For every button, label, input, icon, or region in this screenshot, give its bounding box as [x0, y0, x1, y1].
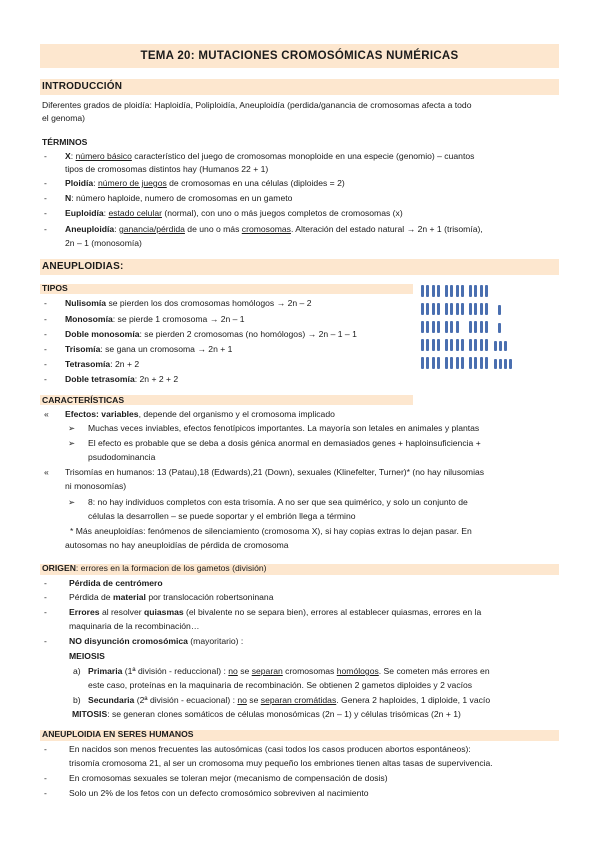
karyo-row-doble-monosomia [421, 321, 501, 333]
tipo-doble-monosomia: Doble monosomía: se pierden 2 cromosomas (no homólogos) → 2n – 1 – 1 [65, 329, 357, 339]
tipo-trisomia: Trisomía: se gana un cromosoma → 2n + 1 [65, 344, 233, 354]
trisomia-sub-1-cont: células la desarrollen – se puede soportar y el embrión llega a término [88, 511, 356, 521]
bullet-guillemet: « [44, 409, 49, 419]
meiosis-heading: MEIOSIS [69, 651, 105, 661]
intro-text-2: el genoma) [42, 113, 85, 123]
efecto-sub-2: El efecto es probable que se deba a dosis génica anormal en demasiados genes + haploinsuficiencia + [88, 438, 481, 448]
bullet-dash: - [44, 151, 47, 161]
origen-item-4: NO disyunción cromosómica (mayoritario) : [69, 636, 244, 646]
bullet-dash: - [44, 193, 47, 203]
term-x-cont: tipos de cromosomas distintos hay (Humanos 22 + 1) [65, 164, 269, 174]
mitosis-line: MITOSIS: se generan clones somáticos de células monosómicas (2n – 1) y células trisómicas (2n + 1) [72, 709, 461, 719]
caract-efectos: Efectos: variables, depende del organismo y el cromosoma implicado [65, 409, 335, 419]
tipo-nulisomia: Nulisomía se pierden los dos cromosomas homólogos → 2n – 2 [65, 298, 312, 308]
bullet-dash: - [44, 788, 47, 798]
intro-heading: INTRODUCCIÓN [42, 81, 123, 92]
term-ploidia: Ploidía: número de juegos de cromosomas en una células (diploides = 2) [65, 178, 345, 188]
arrow-bullet-icon: ➢ [68, 423, 76, 433]
note-line-2: autosomas no hay aneuploidías de pérdida de cromosoma [65, 540, 289, 550]
origen-item-2: Pérdida de material por translocación robertsoninana [69, 592, 274, 602]
origen-item-3: Errores al resolver quiasmas (el bivalente no se separa bien), errores al establecer quiasmas, errores en la [69, 607, 482, 617]
meiosis-secundaria: Secundaria (2ª división - ecuacional) : no se separan cromátidas. Genera 2 haploides, 1 diploide, 1 vacío [88, 695, 491, 705]
humanos-heading: ANEUPLOIDIA EN SERES HUMANOS [42, 729, 194, 739]
term-n: N: número haploide, numero de cromosomas en un gameto [65, 193, 293, 203]
chromosome-karyotype-icon [421, 284, 527, 378]
aneuploidias-heading: ANEUPLOIDIAS: [42, 261, 124, 272]
caract-trisomias-cont: ni monosomías) [65, 481, 127, 491]
origen-heading: ORIGEN: errores en la formacion de los gametos (división) [42, 563, 267, 573]
humanos-item-2: En cromosomas sexuales se toleran mejor (mecanismo de compensación de dosis) [69, 773, 388, 783]
intro-text-1: Diferentes grados de ploidía: Haploidía, Poliploidía, Aneuploidía (perdida/ganancia de cromosomas afecta a todo [42, 100, 472, 110]
bullet-dash: - [44, 607, 47, 617]
tipo-monosomia: Monosomía: se pierde 1 cromosoma → 2n – 1 [65, 314, 245, 324]
karyotype-svg [421, 284, 527, 378]
origen-item-1: Pérdida de centrómero [69, 578, 163, 588]
tipo-tetrasomia: Tetrasomía: 2n + 2 [65, 359, 140, 369]
humanos-item-1: En nacidos son menos frecuentes las autosómicas (casi todos los casos producen abortos espontáneos): [69, 744, 471, 754]
bullet-dash: - [44, 359, 47, 369]
efecto-sub-1: Muchas veces inviables, efectos fenotípicos importantes. La mayoría son letales en animales y plantas [88, 423, 480, 433]
bullet-dash: - [44, 344, 47, 354]
bullet-dash: - [44, 298, 47, 308]
bullet-dash: - [44, 329, 47, 339]
caract-trisomias: Trisomías en humanos: 13 (Patau),18 (Edwards),21 (Down), sexuales (Klinefelter, Turner)* (no hay nilusomias [65, 467, 485, 477]
karyo-row-nulisomia [421, 285, 488, 297]
meiosis-b-label: b) [73, 695, 81, 705]
tipos-band [40, 284, 413, 294]
bullet-dash: - [44, 773, 47, 783]
terminos-heading: TÉRMINOS [42, 137, 88, 147]
bullet-dash: - [44, 744, 47, 754]
karyo-row-tetrasomia [421, 357, 512, 369]
bullet-dash: - [44, 178, 47, 188]
humanos-item-3: Solo un 2% de los fetos con un defecto cromosómico sobreviven al nacimiento [69, 788, 369, 798]
tipos-heading: TIPOS [42, 283, 68, 293]
efecto-sub-2-cont: psudodominancia [88, 452, 156, 462]
karyo-row-monosomia [421, 303, 501, 315]
intro-heading-band [40, 79, 559, 95]
note-line-1: * Más aneuploidías: fenómenos de silenciamiento (cromosoma X), si hay copias extras lo dejan pasar. En [70, 526, 472, 536]
meiosis-a-label: a) [73, 666, 81, 676]
trisomia-sub-1: 8: no hay individuos completos con esta trisomía. A no ser que sea quimérico, y solo un conjunto de [88, 497, 468, 507]
term-aneuploidia: Aneuploidía: ganancia/pérdida de uno o más cromosomas. Alteración del estado natural → 2n + 1 (trisomía), [65, 224, 483, 234]
meiosis-primaria-cont: este caso, proteínas en la maquinaria de recombinación. Se obtienen 2 gametos diploides y 2 vacíos [88, 680, 473, 690]
bullet-dash: - [44, 636, 47, 646]
bullet-dash: - [44, 208, 47, 218]
bullet-dash: - [44, 578, 47, 588]
karyo-row-trisomia [421, 339, 507, 351]
bullet-dash: - [44, 592, 47, 602]
meiosis-primaria: Primaria (1ª división - reduccional) : no se separan cromosomas homólogos. Se cometen más errores en [88, 666, 490, 676]
tipo-doble-tetrasomia: Doble tetrasomía: 2n + 2 + 2 [65, 374, 179, 384]
bullet-dash: - [44, 374, 47, 384]
title-band [40, 44, 559, 68]
term-aneuploidia-cont: 2n – 1 (monosomía) [65, 238, 142, 248]
arrow-bullet-icon: ➢ [68, 438, 76, 448]
arrow-bullet-icon: ➢ [68, 497, 76, 507]
aneuploidias-heading-band [40, 259, 559, 275]
bullet-guillemet: « [44, 467, 49, 477]
term-x: X: número básico característico del juego de cromosomas monoploide en una especie (genomio) – cuantos [65, 151, 475, 161]
page-title: TEMA 20: MUTACIONES CROMOSÓMICAS NUMÉRICAS [140, 50, 459, 62]
humanos-item-1-cont: trisomía cromosoma 21, al ser un cromosoma muy pequeño los embriones tienen altas tasas de supervivencia. [69, 758, 493, 768]
origen-item-3-cont: maquinaria de la recombinación… [69, 621, 200, 631]
bullet-dash: - [44, 314, 47, 324]
bullet-dash: - [44, 224, 47, 234]
caracteristicas-heading: CARACTERÍSTICAS [42, 395, 125, 405]
term-euploidia: Euploidía: estado celular (normal), con uno o más juegos completos de cromosomas (x) [65, 208, 403, 218]
